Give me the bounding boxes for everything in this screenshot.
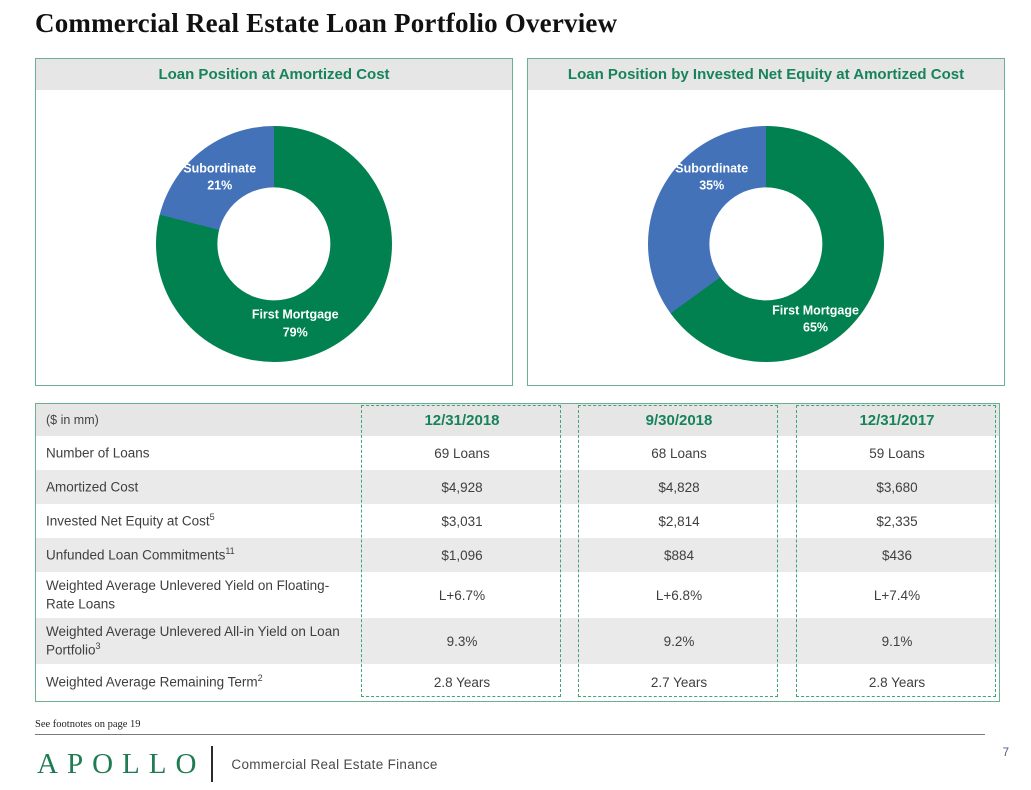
slice-value: 35% [699,178,725,193]
donut-chart-amortized-cost [156,126,392,362]
slice-label-first-mortgage [252,307,339,342]
row-label: Number of Loans [46,445,150,461]
footnote-reference: See footnotes on page 19 [35,719,141,730]
slice-value: 79% [282,325,308,340]
cell-value: $2,814 [658,513,700,529]
table-row [36,436,999,470]
slice-name: First Mortgage [251,307,339,322]
apollo-logo: APOLLO [37,747,206,780]
cell-value: 68 Loans [651,445,707,461]
row-label: Invested Net Equity at Cost [46,513,210,529]
table-row: Weighted Average Unlevered All-in Yield on Loan Portfolio$^3$ 9.3% 9.2% 9.1% [36,618,999,664]
table-row: Weighted Average Remaining Term$^2$ 2.8 Years 2.7 Years 2.8 Years [36,664,999,700]
row-label: Weighted Average Unlevered All-in Yield on Loan Portfolio [46,624,340,658]
row-label: Unfunded Loan Commitments [46,547,226,563]
row-label: Amortized Cost [46,479,139,495]
cell-value: $4,928 [441,479,483,495]
page-number: 7 [1002,747,1009,759]
donut-chart-invested-net-equity [648,126,884,362]
cell-value: L+6.7% [438,587,486,603]
chart-title: Loan Position at Amortized Cost [36,59,512,90]
donut-hole [709,187,822,300]
slice-name: First Mortgage [772,303,859,318]
cell-value: 9.3% [446,633,478,649]
cell-value: 69 Loans [434,445,490,461]
portfolio-table [35,403,1000,702]
page-title: Commercial Real Estate Loan Portfolio Overview [35,8,618,38]
cell-value: 9.2% [663,633,695,649]
cell-value: $3,680 [876,479,918,495]
footer-divider-line [35,734,985,735]
chart-panel-amortized-cost [35,58,513,386]
slice-value: 21% [207,178,233,193]
cell-value: 59 Loans [869,445,925,461]
column-header: 12/31/2018 [424,411,500,429]
column-header: 12/31/2017 [859,411,935,429]
cell-value: $436 [881,547,913,563]
table-row [36,470,999,504]
slice-name: Subordinate [183,161,257,176]
table-row [36,572,999,618]
cell-value: $2,335 [876,513,918,529]
cell-value: L+7.4% [873,587,921,603]
chart-title: Loan Position by Invested Net Equity at Amortized Cost [528,59,1004,90]
chart-panel-invested-net-equity [527,58,1005,386]
logo-divider [211,746,213,782]
table-header-row [36,404,999,436]
cell-value: 2.8 Years [868,674,926,690]
cell-value: 2.7 Years [650,674,708,690]
table-row: Invested Net Equity at Cost$^5$ $3,031 $2,814 $2,335 [36,504,999,538]
cell-value: 9.1% [881,633,913,649]
cell-value: $884 [663,547,695,563]
slice-name: Subordinate [675,161,749,176]
slice-label-subordinate [675,160,748,195]
slice-label-first-mortgage [772,302,859,337]
charts-row [35,58,1005,386]
slice-value: 65% [803,320,829,335]
cell-value: L+6.8% [655,587,703,603]
cell-value: $3,031 [441,513,483,529]
donut-hole [217,187,330,300]
table-row: Unfunded Loan Commitments$^{11}$ $1,096 $884 $436 [36,538,999,572]
cell-value: $4,828 [658,479,700,495]
row-label: Weighted Average Unlevered Yield on Floating-Rate Loans [46,578,330,612]
column-header: 9/30/2018 [645,411,713,429]
slice-label-subordinate [183,160,256,195]
brand-tagline: Commercial Real Estate Finance [231,756,438,772]
unit-label: ($ in mm) [46,413,99,427]
row-label: Weighted Average Remaining Term [46,674,258,690]
cell-value: 2.8 Years [433,674,491,690]
cell-value: $1,096 [441,547,483,563]
footer-brand [37,746,438,782]
